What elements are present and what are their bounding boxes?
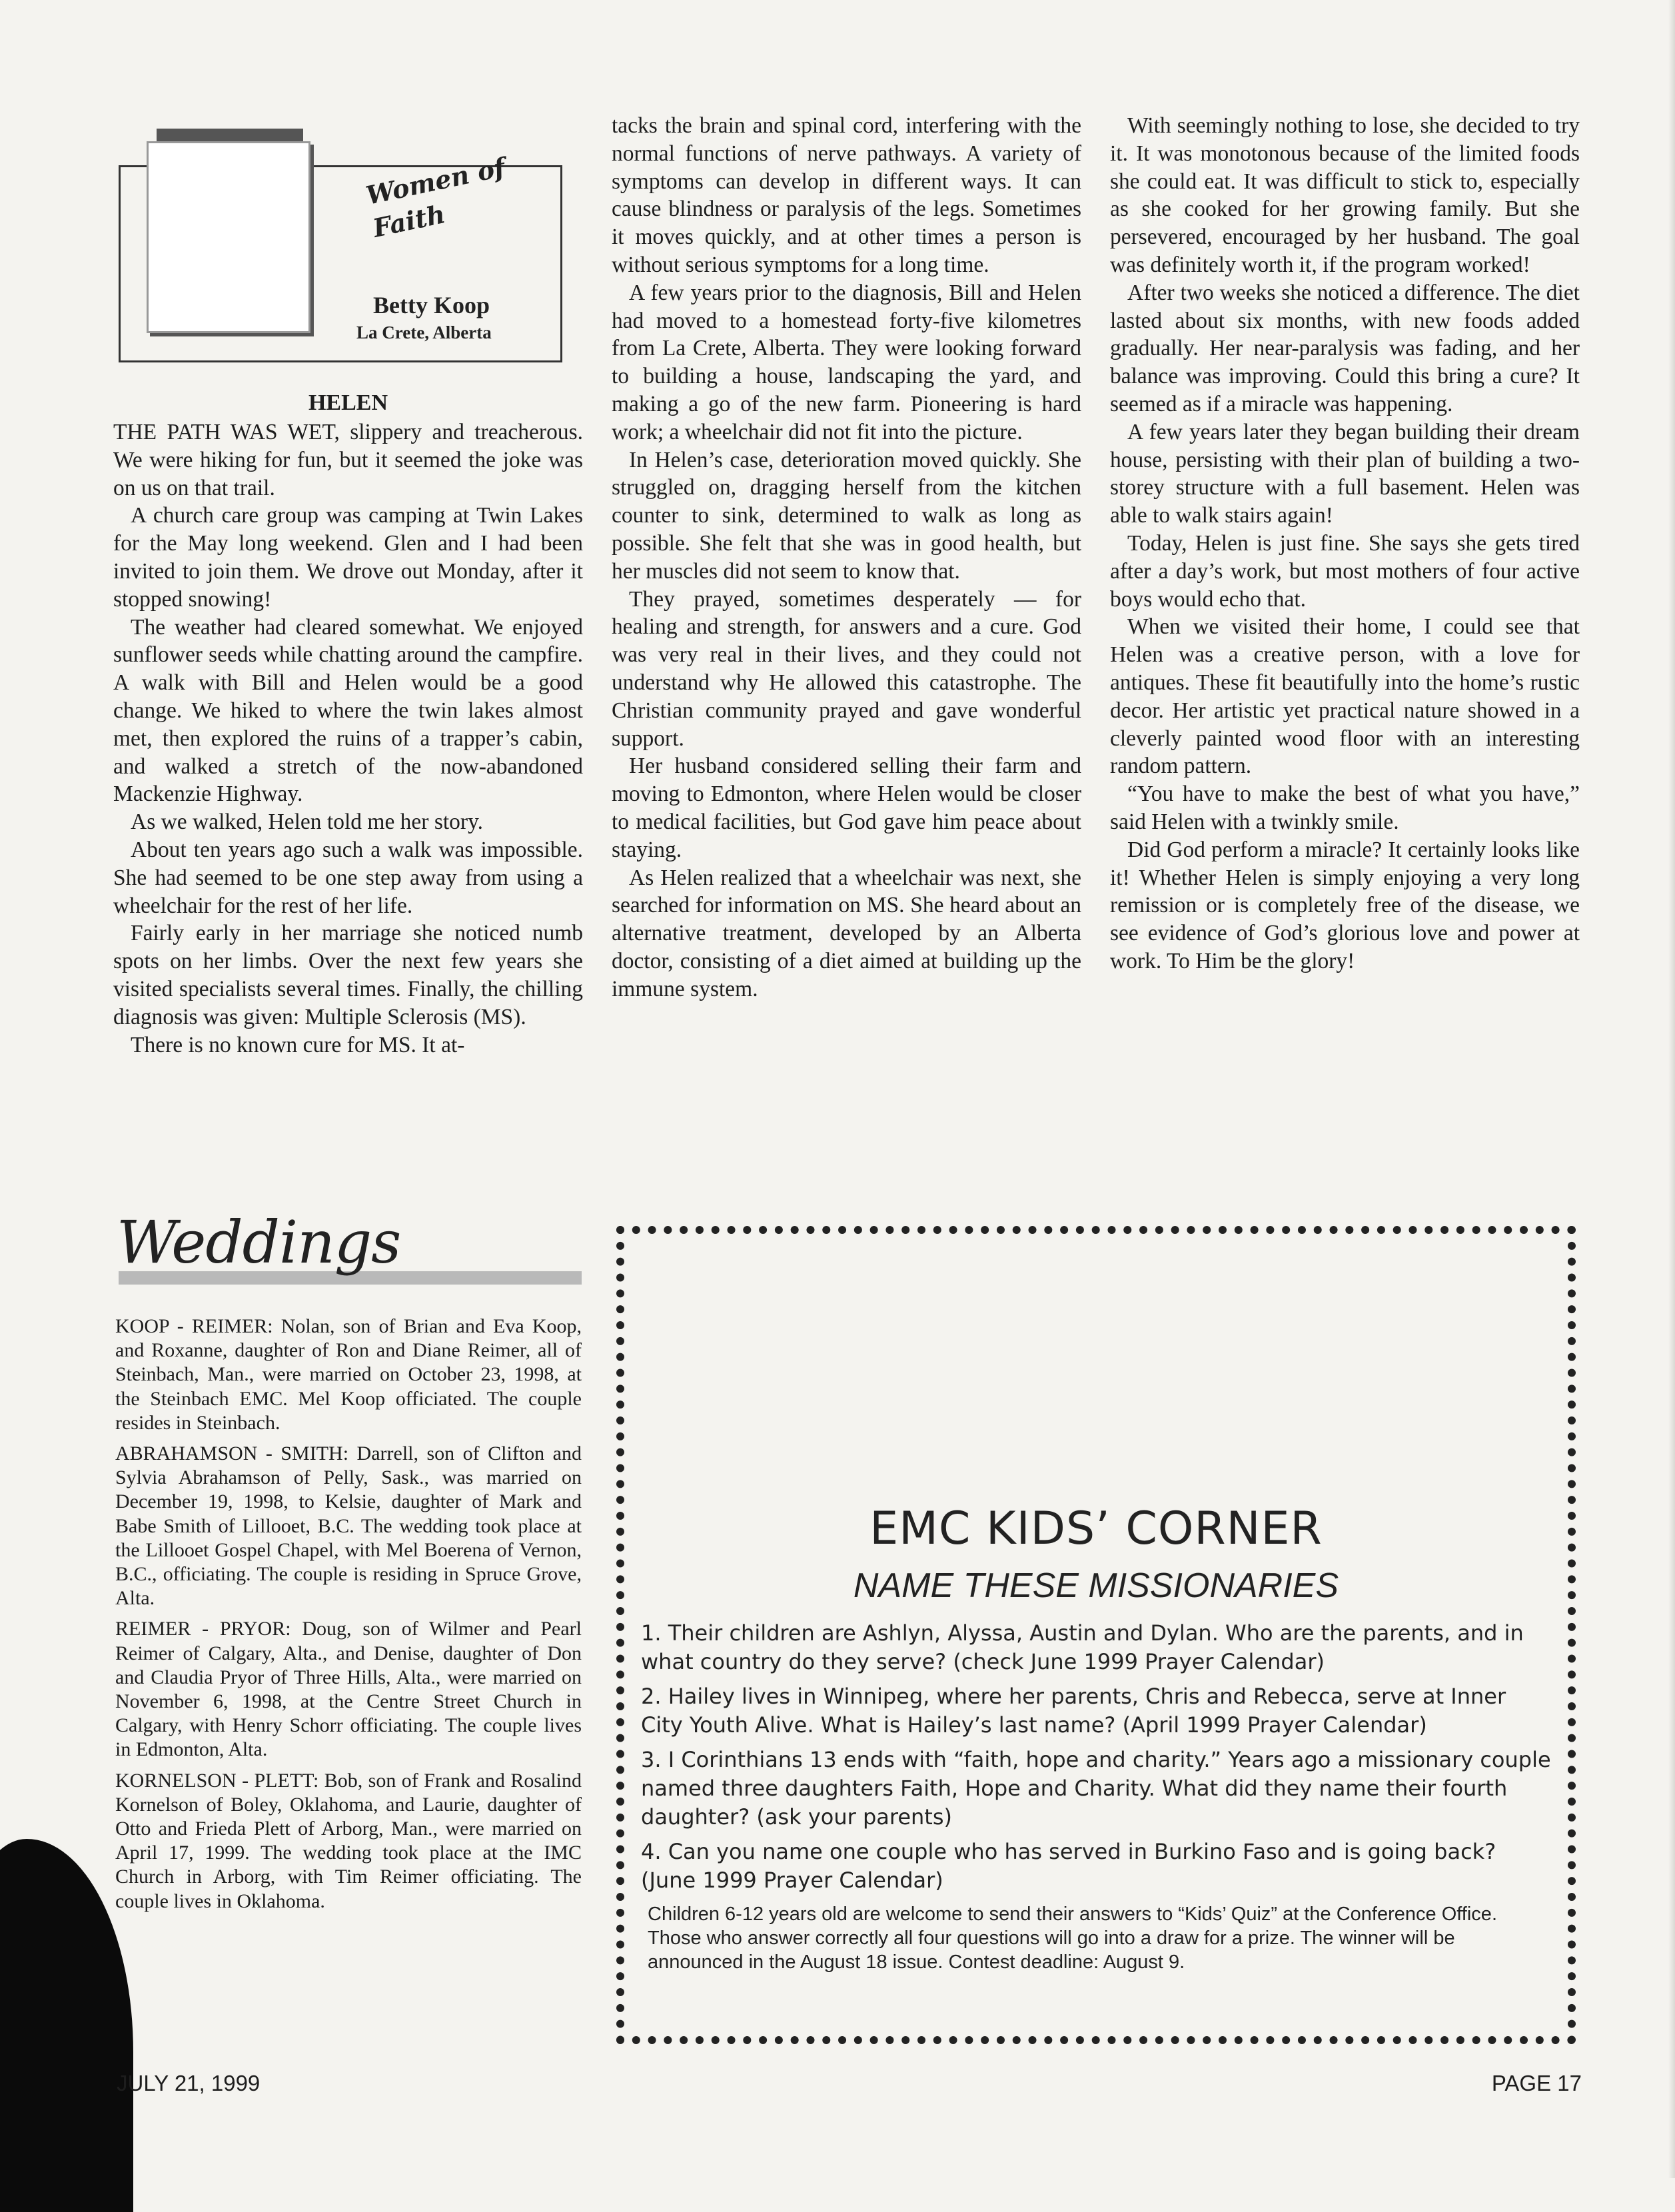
paragraph: When we visited their home, I could see that Helen was a creative person, with a love for antiques. These fit beautifully into the home’s rustic decor. Her artistic yet practical nature showed in a cleverly painted wood floor with an interesting random pattern. — [1110, 614, 1580, 779]
story-column-2 — [612, 112, 1081, 1003]
paragraph: As we walked, Helen told me her story. — [131, 810, 484, 835]
wedding-entry: KORNELSON - PLETT: Bob, son of Frank and Rosalind Kornelson of Boley, Oklahoma, and Laurie, daughter of Otto and Frieda Plett of Arborg, Man., were married on April 17, 1999. The wedding took place at the IMC Church in Arborg, with Tim Reimer officiating. The couple lives in Oklahoma. — [115, 1769, 582, 1912]
wedding-entry: KOOP - REIMER: Nolan, son of Brian and Eva Koop, and Roxanne, daughter of Ron and Diane Reimer, all of Steinbach, Man., were married on October 23, 1998, at the Steinbach EMC. Mel Koop officiated. The couple resides in Steinbach. — [115, 1315, 582, 1434]
story-heading: HELEN — [308, 390, 388, 415]
paragraph: A church care group was camping at Twin Lakes for the May long weekend. Glen and I had been invited to join them. We drove out Monday, after it stopped snowing! — [113, 503, 583, 612]
paragraph: Did God perform a miracle? It certainly looks like it! Whether Helen is simply enjoying a very long remission or is completely free of the disease, we see evidence of God’s glorious love and power at work. To Him be the glory! — [1110, 837, 1580, 973]
weddings-title: Weddings — [117, 1208, 401, 1277]
kids-corner-title: EMC KIDS’ CORNER — [869, 1502, 1323, 1555]
scan-edge — [1668, 0, 1675, 2178]
wedding-entry: ABRAHAMSON - SMITH: Darrell, son of Clifton and Sylvia Abrahamson of Pelly, Sask., was married on December 19, 1998, to Kelsie, daughter of Mark and Babe Smith of Lillooet, B.C. The wedding took place at the Lillooet Gospel Chapel, with Mel Boerena of Vernon, B.C., officiating. The couple is residing in Spruce Grove, Alta. — [115, 1442, 582, 1610]
paragraph: A few years later they began building their dream house, persisting with their plan of building a two-storey structure with a full basement. Helen was able to walk stairs again! — [1110, 419, 1580, 528]
weddings-list — [115, 1315, 582, 1920]
kids-corner-subtitle: NAME THESE MISSIONARIES — [853, 1566, 1339, 1605]
scan-shadow — [0, 1839, 133, 2212]
paragraph: The weather had cleared somewhat. We enjoyed sunflower seeds while chatting around the campfire. A walk with Bill and Helen would be a good change. We hiked to where the twin lakes almost met, then explored the ruins of a trapper’s cabin, and walked a stretch of the now-abandoned Mackenzie Highway. — [113, 614, 583, 807]
paragraph: As Helen realized that a wheelchair was next, she searched for information on MS. She heard about an alternative treatment, developed by an Alberta doctor, consisting of a diet aimed at building up the immune system. — [612, 865, 1081, 1001]
quiz-instructions: Children 6-12 years old are welcome to send their answers to “Kids’ Quiz” at the Conference Office. Those who answer correctly all four questions will go into a draw for a prize. The winner will be announced in the August 18 issue. Contest deadline: August 9. — [648, 1904, 1497, 1973]
paragraph: A few years prior to the diagnosis, Bill and Helen had moved to a homestead forty-five kilometres from La Crete, Alberta. They were looking forward to building a house, landscaping the yard, and making a go of the new farm. Pioneering is hard work; a wheelchair did not fit into the picture. — [612, 280, 1081, 444]
quiz-questions — [641, 1619, 1554, 1901]
quiz-question: 1. Their children are Ashlyn, Alyssa, Austin and Dylan. Who are the parents, and in what country do they serve? (check June 1999 Prayer Calendar) — [641, 1620, 1524, 1674]
column-title: Women of Faith — [363, 151, 508, 243]
story-column-3 — [1110, 112, 1580, 975]
author-photo-placeholder — [147, 141, 310, 333]
paragraph: After two weeks she noticed a difference. The diet lasted about six months, with new foods added gradually. Her near-paralysis was fading, and her balance was improving. Could this bring a cure? It seemed as if a miracle was happening. — [1110, 280, 1580, 416]
author-name: Betty Koop — [373, 292, 490, 318]
paragraph: About ten years ago such a walk was impossible. She had seemed to be one step away from using a wheelchair for the rest of her life. — [113, 837, 583, 918]
quiz-question: 2. Hailey lives in Winnipeg, where her parents, Chris and Rebecca, serve at Inner City Youth Alive. What is Hailey’s last name? (April 1999 Prayer Calendar) — [641, 1684, 1506, 1738]
paragraph: Her husband considered selling their farm and moving to Edmonton, where Helen would be closer to medical facilities, but God gave him peace about staying. — [612, 754, 1081, 862]
story-column-1 — [113, 418, 583, 1059]
issue-date: JULY 21, 1999 — [117, 2071, 261, 2095]
paragraph: With seemingly nothing to lose, she decided to try it. It was monotonous because of the limited foods she could eat. It was difficult to stick to, especially as she cooked for her growing family. But she persevered, encouraged by her husband. The goal was definitely worth it, if the program worked! — [1110, 113, 1580, 277]
paragraph: In Helen’s case, deterioration moved quickly. She struggled on, dragging herself from the kitchen counter to sink, determined to walk as long as possible. She felt that she was in good health, but her muscles did not seem to know that. — [612, 447, 1081, 584]
author-location: La Crete, Alberta — [356, 322, 492, 342]
paragraph: THE PATH WAS WET, slippery and treacherous. We were hiking for fun, but it seemed the joke was on us on that trail. — [113, 420, 583, 500]
paragraph: Today, Helen is just fine. She says she gets tired after a day’s work, but most mothers of four active boys would echo that. — [1110, 530, 1580, 612]
paragraph: “You have to make the best of what you have,” said Helen with a twinkly smile. — [1110, 782, 1580, 834]
wedding-entry: REIMER - PRYOR: Doug, son of Wilmer and Pearl Reimer of Calgary, Alta., and Denise, daughter of Don and Claudia Pryor of Three Hills, Alta., were married on November 6, 1998, at the Centre Street Church in Calgary, with Henry Schorr officiating. The couple lives in Edmonton, Alta. — [115, 1618, 582, 1761]
quiz-question: 3. I Corinthians 13 ends with “faith, hope and charity.” Years ago a missionary couple named three daughters Faith, Hope and Charity. What did they name their fourth daughter? (ask your parents) — [641, 1747, 1551, 1830]
paragraph: Fairly early in her marriage she noticed numb spots on her limbs. Over the next few years she visited specialists several times. Finally, the chilling diagnosis was given: Multiple Sclerosis (MS). — [113, 921, 583, 1029]
paragraph: They prayed, sometimes desperately — for healing and strength, for answers and a cure. God was very real in their lives, and they could not understand why He allowed this catastrophe. The Christian community prayed and gave wonderful support. — [612, 586, 1081, 751]
paragraph: tacks the brain and spinal cord, interfering with the normal functions of nerve pathways. A variety of symptoms can develop in different ways. It can cause blindness or paralysis of the legs. Sometimes it moves quickly, and at other times a person is without serious symptoms for a long time. — [612, 113, 1081, 277]
quiz-question: 4. Can you name one couple who has served in Burkino Faso and is going back? (June 1999 Prayer Calendar) — [641, 1839, 1496, 1893]
page-number: PAGE 17 — [1491, 2071, 1582, 2095]
paragraph: There is no known cure for MS. It at- — [131, 1032, 465, 1057]
